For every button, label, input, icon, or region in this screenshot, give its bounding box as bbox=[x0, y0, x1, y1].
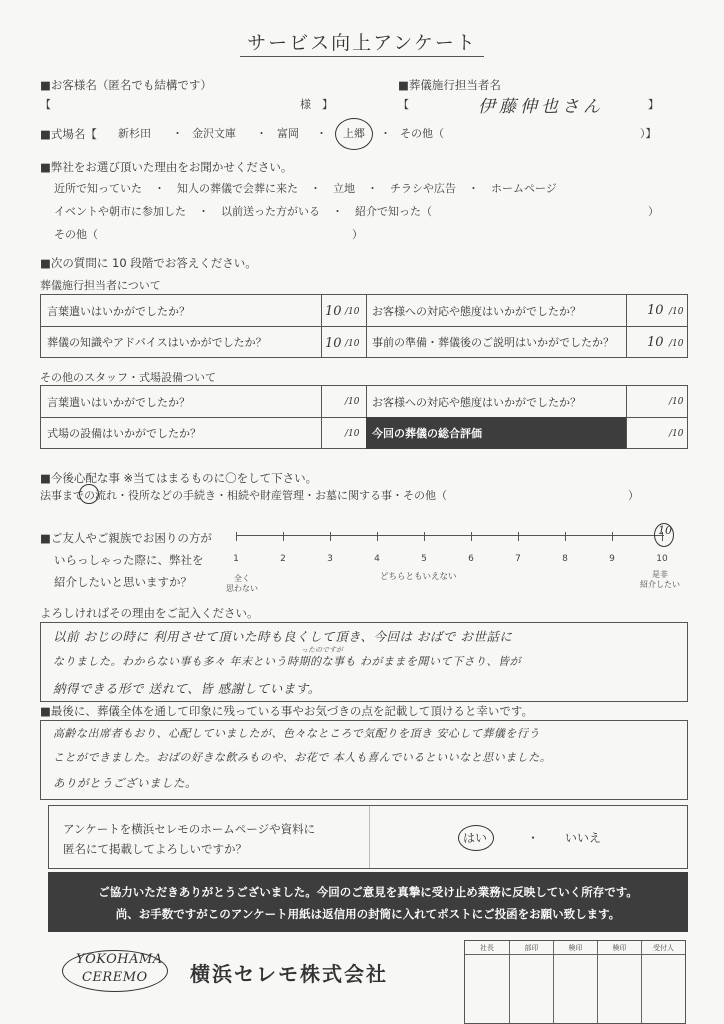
staff-rating-heading: 葬儀施行担当者について bbox=[40, 279, 161, 292]
denominator: /10 bbox=[345, 397, 360, 407]
reason-text-insert-note: ったのですが bbox=[301, 646, 343, 654]
staff-rating-table bbox=[40, 294, 688, 358]
venue-dot: ・ bbox=[172, 127, 183, 140]
impression-text-area[interactable] bbox=[40, 720, 688, 800]
reason-dot: ・ bbox=[332, 205, 343, 218]
staff-name-value[interactable]: 伊藤伸也さん bbox=[478, 97, 604, 117]
customer-suffix: 様 bbox=[300, 98, 311, 111]
scale-label-4: 4 bbox=[374, 554, 380, 564]
reason-option-other[interactable]: その他（ bbox=[54, 228, 98, 241]
stamp-cell-inspection-2: 検印 bbox=[597, 941, 641, 1023]
venue-option-kamigo[interactable]: 上郷 bbox=[343, 127, 365, 140]
venue-dot: ・ bbox=[380, 127, 391, 140]
scale-mid-label: どちらともいえない bbox=[380, 572, 457, 582]
venue-other-close: ）】 bbox=[640, 127, 657, 140]
impression-line-3: ありがとうございました。 bbox=[53, 776, 197, 790]
reason-row-2 bbox=[54, 205, 432, 219]
scale-label-10: 10 bbox=[656, 554, 668, 564]
reason-dot: ・ bbox=[367, 182, 378, 195]
scale-tick bbox=[377, 532, 378, 541]
reason-text-label: よろしければその理由をご記入ください。 bbox=[40, 606, 259, 620]
reason-text-line-1: 以前 おじの時に 利用させて頂いた時も良くして頂き、今回は おばで お世話に bbox=[53, 629, 513, 644]
reason-dot: ・ bbox=[154, 182, 165, 195]
recommend-label-3: 紹介したいと思いますか？ bbox=[54, 575, 192, 589]
publish-yes-option[interactable]: はい bbox=[463, 831, 488, 845]
scale-label-8: 8 bbox=[562, 554, 568, 564]
staff-score-language[interactable]: 10 bbox=[325, 304, 342, 319]
title-underline bbox=[240, 56, 484, 57]
denominator: /10 bbox=[345, 429, 360, 439]
other-rating-table bbox=[40, 385, 688, 449]
customer-close-bracket: 】 bbox=[322, 98, 333, 111]
rating-label: ■次の質問に 10 段階でお答えください。 bbox=[40, 256, 257, 270]
reason-option-referral[interactable]: 紹介で知った（ bbox=[355, 205, 432, 218]
reason-option-event[interactable]: イベントや朝市に参加した bbox=[54, 205, 186, 218]
impression-line-1: 高齢な出席者もおり、心配していましたが、色々なところで気配りを頂き 安心して葬儀を行う bbox=[53, 727, 540, 740]
reason-label: ■弊社をお選び頂いた理由をお聞かせください。 bbox=[40, 160, 293, 174]
other-q-language: 言葉遣いはいかがでしたか？ bbox=[47, 395, 190, 409]
scale-label-1: 1 bbox=[233, 554, 239, 564]
reason-option-previous[interactable]: 以前送った方がいる bbox=[221, 205, 320, 218]
scale-low-label: 全く 思わない bbox=[226, 574, 258, 593]
other-q-attitude: お客様への対応や態度はいかがでしたか？ bbox=[372, 395, 581, 409]
thanks-line-1: ご協力いただきありがとうございました。今回のご意見を真摯に受け止め業務に反映していく所存です。 bbox=[98, 885, 638, 899]
scale-high-label: 是非 紹介したい bbox=[640, 570, 680, 589]
scale-label-5: 5 bbox=[421, 554, 427, 564]
company-name: 横浜セレモ株式会社 bbox=[190, 962, 388, 986]
reason-option-flyer[interactable]: チラシや広告 bbox=[390, 182, 456, 195]
scale-tick bbox=[612, 532, 613, 541]
reason-text-line-3: 納得できる形で 送れて、皆 感謝しています。 bbox=[53, 681, 321, 696]
staff-score-preparation[interactable]: 10 bbox=[647, 335, 664, 350]
customer-open-bracket: 【 bbox=[40, 98, 51, 111]
other-q-facility: 式場の設備はいかがでしたか？ bbox=[47, 427, 201, 440]
staff-score-knowledge[interactable]: 10 bbox=[325, 336, 342, 351]
staff-score-attitude[interactable]: 10 bbox=[647, 303, 664, 318]
recommend-label-2: いらっしゃった際に、弊社を bbox=[54, 553, 204, 567]
scale-tick bbox=[424, 532, 425, 541]
scale-tick bbox=[283, 532, 284, 541]
recommend-scale[interactable] bbox=[233, 535, 668, 564]
scale-label-2: 2 bbox=[280, 554, 286, 564]
customer-name-label: ■お客様名（匿名でも結構です） bbox=[40, 78, 212, 92]
impression-label: ■最後に、葬儀全体を通して印象に残っている事やお気づきの点を記載して頂けると幸いです。 bbox=[40, 704, 533, 718]
reason-dot: ・ bbox=[468, 182, 479, 195]
reason-dot: ・ bbox=[310, 182, 321, 195]
venue-label: ■式場名【 bbox=[40, 127, 97, 141]
venue-dot: ・ bbox=[256, 127, 267, 140]
denominator: /10 bbox=[669, 429, 684, 439]
publish-permission-box bbox=[48, 805, 688, 869]
reason-other-close: ） bbox=[352, 228, 363, 241]
scale-tick bbox=[330, 532, 331, 541]
venue-option-other[interactable]: その他（ bbox=[400, 127, 444, 140]
recommend-selected-mark: 10 bbox=[658, 524, 672, 537]
staff-q-attitude: お客様への対応や態度はいかがでしたか？ bbox=[372, 304, 581, 318]
denominator: /10 bbox=[669, 397, 684, 407]
publish-question-line-1: アンケートを横浜セレモのホームページや資料に bbox=[63, 822, 316, 836]
thanks-banner bbox=[48, 872, 688, 932]
stamp-cell-inspection-1: 検印 bbox=[553, 941, 597, 1023]
thanks-line-2: 尚、お手数ですがこのアンケート用紙は返信用の封筒に入れてポストにご投函をお願い致します。 bbox=[115, 907, 621, 921]
venue-option-shinsugita[interactable]: 新杉田 bbox=[118, 127, 151, 140]
selection-circle-icon bbox=[458, 825, 494, 851]
publish-question-line-2: 匿名にて掲載してよろしいですか？ bbox=[63, 842, 247, 856]
reason-option-location[interactable]: 立地 bbox=[333, 182, 355, 195]
reason-text-line-2: なりました。わからない事も多々 年末という時期的な事も わがままを聞いて下さり、皆が bbox=[53, 655, 521, 668]
scale-label-3: 3 bbox=[327, 554, 333, 564]
denominator: /10 bbox=[669, 339, 684, 349]
reason-option-homepage[interactable]: ホームページ bbox=[491, 182, 557, 195]
reason-option-acquaintance-funeral[interactable]: 知人の葬儀で会葬に来た bbox=[177, 182, 298, 195]
scale-label-9: 9 bbox=[609, 554, 615, 564]
scale-label-7: 7 bbox=[515, 554, 521, 564]
logo-ring-icon bbox=[62, 950, 168, 992]
staff-open-bracket: 【 bbox=[398, 98, 409, 111]
stamp-box bbox=[464, 940, 686, 1024]
reason-referral-close: ） bbox=[648, 205, 659, 218]
venue-dot: ・ bbox=[316, 127, 327, 140]
staff-q-language: 言葉遣いはいかがでしたか？ bbox=[47, 304, 190, 318]
company-logo: YOKOHAMA CEREMO bbox=[62, 948, 172, 996]
reason-dot: ・ bbox=[198, 205, 209, 218]
venue-option-tomioka[interactable]: 富岡 bbox=[277, 127, 299, 140]
selection-circle-icon bbox=[79, 484, 99, 504]
staff-name-label: ■葬儀施行担当者名 bbox=[398, 78, 501, 92]
scale-tick bbox=[236, 532, 237, 541]
reason-text-area[interactable] bbox=[40, 622, 688, 702]
staff-q-preparation: 事前の準備・葬儀後のご説明はいかがでしたか？ bbox=[372, 336, 614, 349]
recommend-label-1: ■ご友人やご親族でお困りの方が bbox=[40, 531, 212, 545]
concern-close: ） bbox=[628, 489, 639, 502]
reason-option-neighborhood[interactable]: 近所で知っていた bbox=[54, 182, 142, 195]
scale-tick bbox=[471, 532, 472, 541]
selection-circle-icon bbox=[335, 118, 373, 150]
publish-dot: ・ bbox=[527, 831, 540, 845]
concern-items[interactable]: 法事までの流れ・役所などの手続き・相続や財産管理・お墓に関する事・その他（ bbox=[40, 489, 447, 502]
publish-no-option[interactable]: いいえ bbox=[565, 831, 602, 845]
staff-q-knowledge: 葬儀の知識やアドバイスはいかがでしたか？ bbox=[47, 336, 267, 349]
denominator: /10 bbox=[345, 307, 360, 317]
impression-line-2: ことができました。おばの好きな飲みものや、お花で 本人も喜んでいるといいなと思いました。 bbox=[53, 751, 552, 764]
denominator: /10 bbox=[345, 339, 360, 349]
concern-label: ■今後心配な事 ※当てはまるものに〇をして下さい。 bbox=[40, 471, 318, 485]
page-title: サービス向上アンケート bbox=[247, 32, 477, 54]
scale-label-6: 6 bbox=[468, 554, 474, 564]
stamp-cell-president: 社長 bbox=[480, 944, 494, 952]
scale-tick bbox=[518, 532, 519, 541]
overall-evaluation-label: 今回の葬儀の総合評価 bbox=[366, 417, 626, 449]
venue-option-kanazawabunko[interactable]: 金沢文庫 bbox=[192, 127, 236, 140]
staff-close-bracket: 】 bbox=[648, 98, 659, 111]
denominator: /10 bbox=[669, 307, 684, 317]
reason-row-1 bbox=[54, 182, 557, 196]
stamp-cell-department: 部印 bbox=[509, 941, 553, 1023]
stamp-cell-receiver: 受付人 bbox=[641, 941, 685, 1023]
other-rating-heading: その他のスタッフ・式場設備ついて bbox=[40, 371, 216, 384]
scale-tick bbox=[565, 532, 566, 541]
